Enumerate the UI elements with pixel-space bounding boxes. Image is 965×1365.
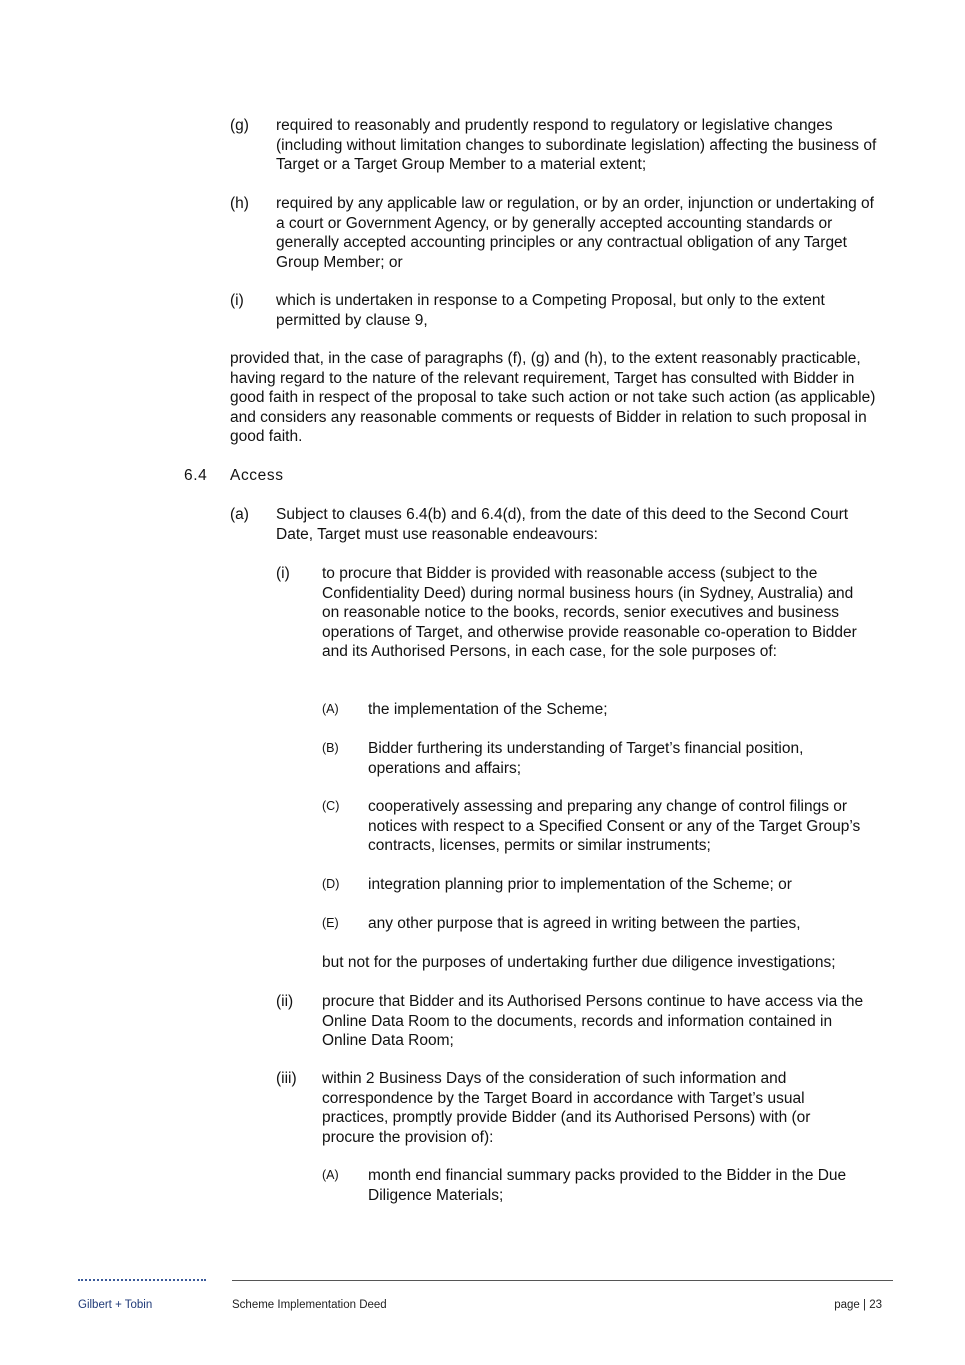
point-text-iii-A: month end financial summary packs provided to the Bidder in the Due Diligence Materials; [368,1167,847,1204]
subclause-label-ii: (ii) [276,993,294,1010]
item-text-h: required by any applicable law or regulation, or by an order, injunction or undertaking of a court or Government Agency, or by generally accepted accounting standards or generally accepted accounting principles or any contractual obligation of any Target Group Member; or [276,195,874,271]
point-text-A: the implementation of the Scheme; [368,701,608,718]
footer-page-number: page | 23 [834,1299,882,1311]
footer-firm-name: Gilbert + Tobin [78,1299,153,1311]
item-label-i: (i) [230,292,244,309]
point-text-B: Bidder furthering its understanding of Target’s financial position, operations and affairs; [368,740,804,777]
clause-label-a: (a) [230,506,249,523]
section-number: 6.4 [184,467,208,484]
subclause-text-ii: procure that Bidder and its Authorised Persons continue to have access via the Online Data Room to the documents, records and information contained in Online Data Room; [322,993,864,1049]
item-text-g: required to reasonably and prudently respond to regulatory or legislative changes (including without limitation changes to subordinate legislation) affecting the business of Target or a Target Group Member to a material extent; [276,117,877,173]
point-label-iii-A: (A) [322,1168,339,1182]
point-label-D: (D) [322,877,340,891]
footer-rule [232,1280,893,1281]
proviso-paragraph: provided that, in the case of paragraphs (f), (g) and (h), to the extent reasonably practicable, having regard to the nature of the relevant requirement, Target has consulted with Bidder in good faith in respect of the proposal to take such action or not take such action (as applicable) and considers any reasonable comments or requests of Bidder in relation to such proposal in good faith. [230,350,876,445]
footer-document-title: Scheme Implementation Deed [232,1299,387,1311]
point-text-C: cooperatively assessing and preparing any change of control filings or notices with respect to a Specified Consent or any of the Target Group’s contracts, licenses, permits or similar instruments; [368,798,861,854]
footer-dotted-rule [78,1279,206,1281]
point-label-E: (E) [322,916,339,930]
item-text-i: which is undertaken in response to a Competing Proposal, but only to the extent permitted by clause 9, [276,292,825,329]
subclause-label-i: (i) [276,565,290,582]
item-label-h: (h) [230,195,249,212]
section-title: Access [230,467,284,484]
subclause-i-tail: but not for the purposes of undertaking further due diligence investigations; [322,954,836,971]
subclause-text-i: to procure that Bidder is provided with reasonable access (subject to the Confidentiality Deed) during normal business hours (in Sydney, Australia) and on reasonable notice to the books, records, senior executives and business operations of Target, and otherwise provide reasonable co-operation to Bidder and its Authorised Persons, in each case, for the sole purposes of: [322,565,857,660]
point-text-D: integration planning prior to implementation of the Scheme; or [368,876,792,893]
item-label-g: (g) [230,117,249,134]
subclause-label-iii: (iii) [276,1070,297,1087]
clause-text-a: Subject to clauses 6.4(b) and 6.4(d), from the date of this deed to the Second Court Date, Target must use reasonable endeavours: [276,506,849,543]
subclause-text-iii: within 2 Business Days of the consideration of such information and correspondence by the Target Board in accordance with Target’s usual practices, promptly provide Bidder (and its Authorised Persons) with (or procure the provision of): [322,1070,811,1146]
point-label-A: (A) [322,702,339,716]
point-text-E: any other purpose that is agreed in writing between the parties, [368,915,801,932]
point-label-C: (C) [322,799,340,813]
point-label-B: (B) [322,741,339,755]
